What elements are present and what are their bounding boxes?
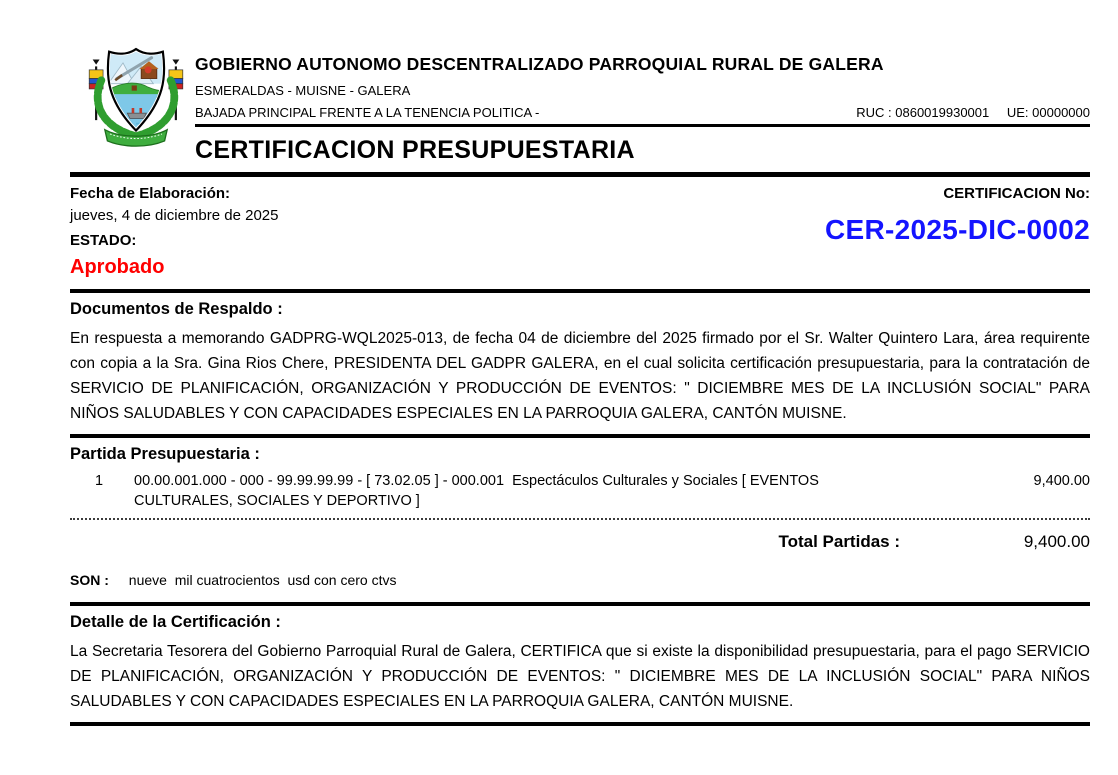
detalle-heading: Detalle de la Certificación : — [70, 613, 281, 631]
coat-of-arms-icon — [84, 135, 188, 152]
document-title: CERTIFICACION PRESUPUESTARIA — [195, 136, 635, 164]
documentos-body: En respuesta a memorando GADPRG-WQL2025-013, de fecha 04 de diciembre del 2025 firmado por el Sr. Walter Quintero Lara, área requirente con copia a la Sra. Gina Rios Chere, PRESIDENTA DEL GADPR GALERA, en el cual solicita certificación presupuestaria, para la contratación de SERVICIO DE PLANIFICACIÓN, ORGANIZACIÓN Y PRODUCCIÓN DE EVENTOS: " DICIEMBRE MES DE LA INCLUSIÓN SOCIAL" PARA NIÑOS SALUDABLES Y CON CAPACIDADES ESPECIALES EN LA PARROQUIA GALERA, CANTÓN MUISNE. — [70, 330, 1090, 422]
son-label: SON : — [70, 572, 109, 588]
document-header — [70, 0, 1090, 165]
son-value: nueve mil cuatrocientos usd con cero ctvs — [128, 572, 397, 588]
partidas-section — [70, 445, 1090, 602]
partidas-heading: Partida Presupuestaria : — [70, 445, 260, 463]
address-row — [195, 105, 1090, 120]
header-text-block — [195, 42, 1090, 165]
meta-right — [825, 185, 1090, 279]
documentos-section — [70, 300, 1090, 434]
fecha-value: jueves, 4 de diciembre de 2025 — [70, 207, 279, 224]
cert-no-value: CER-2025-DIC-0002 — [825, 214, 1090, 245]
meta-section — [70, 177, 1090, 289]
org-location: ESMERALDAS - MUISNE - GALERA — [195, 83, 411, 98]
estado-label: ESTADO: — [70, 232, 137, 249]
detalle-body: La Secretaria Tesorera del Gobierno Parroquial Rural de Galera, CERTIFICA que si existe la disponibilidad presupuestaria, para el pago SERVICIO DE PLANIFICACIÓN, ORGANIZACIÓN Y PRODUCCIÓN DE EVENTOS: " DICIEMBRE MES DE LA INCLUSIÓN SOCIAL" PARA NIÑOS SALUDABLES Y CON CAPACIDADES ESPECIALES EN LA PARROQUIA GALERA, CANTÓN MUISNE. — [70, 643, 1090, 710]
cert-no-label: CERTIFICACION No: — [943, 185, 1090, 202]
section-divider-detalle — [70, 602, 1090, 606]
documentos-heading: Documentos de Respaldo : — [70, 300, 283, 318]
fecha-label: Fecha de Elaboración: — [70, 185, 231, 202]
section-divider-documentos — [70, 289, 1090, 293]
partida-amount: 9,400.00 — [1033, 473, 1090, 489]
ue-value: UE: 00000000 — [1006, 105, 1090, 120]
header-divider — [195, 124, 1090, 127]
org-address: BAJADA PRINCIPAL FRENTE A LA TENENCIA POLITICA - — [195, 105, 540, 120]
partida-number: 1 — [95, 473, 104, 489]
detalle-section — [70, 613, 1090, 722]
total-value: 9,400.00 — [1023, 532, 1090, 551]
estado-value: Aprobado — [70, 256, 165, 278]
ruc-ue — [842, 105, 1090, 120]
bottom-divider — [70, 722, 1090, 726]
meta-left — [70, 185, 278, 279]
org-logo — [70, 42, 195, 165]
son-row — [70, 572, 1090, 588]
ruc-value: RUC : 0860019930001 — [856, 105, 990, 120]
org-name: GOBIERNO AUTONOMO DESCENTRALIZADO PARROQUIAL RURAL DE GALERA — [195, 54, 884, 74]
partida-detail: 00.00.001.000 - 000 - 99.99.99.99 - [ 73.02.05 ] - 000.001 Espectáculos Culturales y Sociales [ EVENTOS CULTURALES, SOCIALES Y DEPORTIVO ] — [134, 473, 823, 509]
partidas-dotted-divider — [70, 518, 1090, 520]
section-divider-partidas — [70, 434, 1090, 438]
total-row — [70, 532, 1090, 552]
partida-row — [70, 471, 1090, 511]
total-label: Total Partidas : — [778, 532, 900, 551]
